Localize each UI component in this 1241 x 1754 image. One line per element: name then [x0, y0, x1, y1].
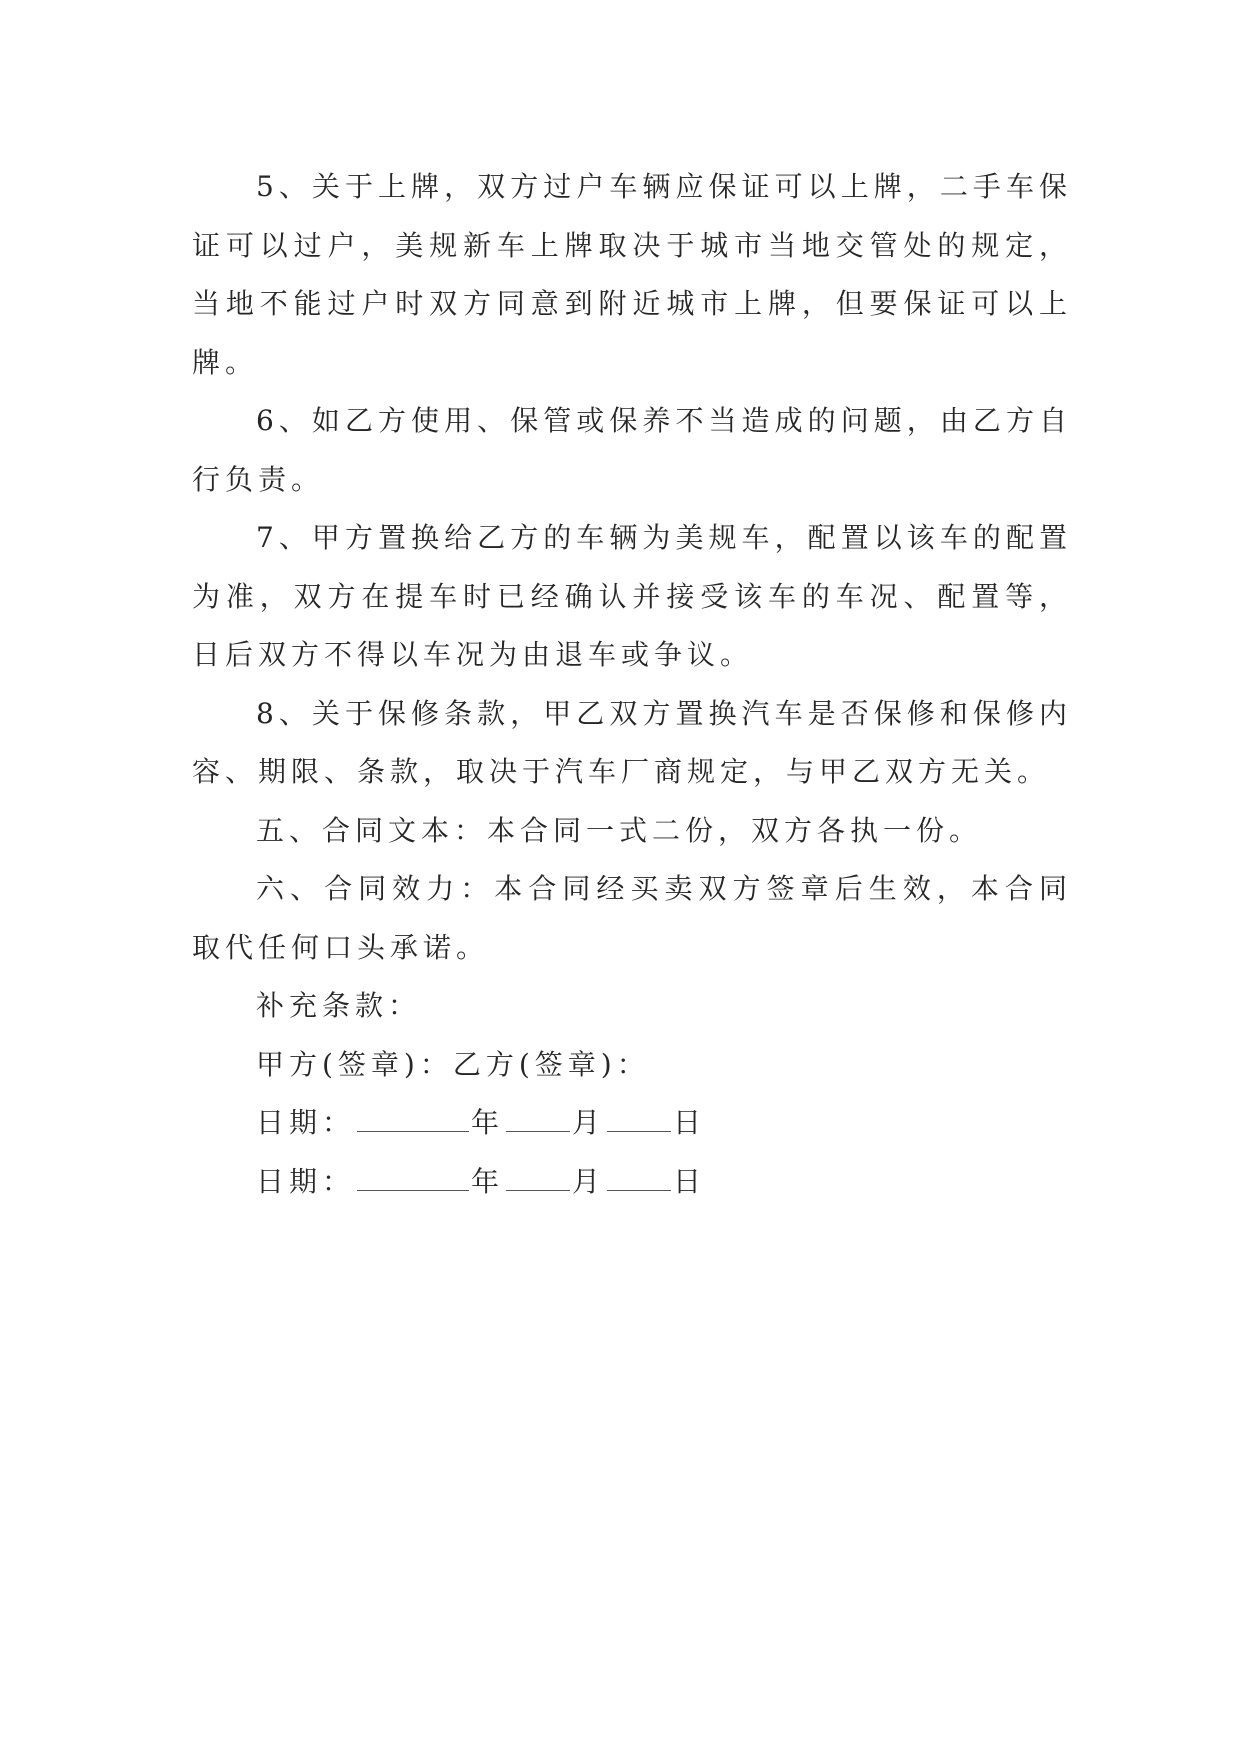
signature-line: 甲方(签章)：乙方(签章)： — [256, 1047, 650, 1081]
supplement-label: 补充条款： — [256, 989, 422, 1022]
year-label: 年 — [471, 1164, 505, 1198]
year-blank — [357, 1097, 469, 1132]
date-label: 日期： — [256, 1106, 356, 1139]
month-blank — [506, 1097, 570, 1132]
day-label: 日 — [673, 1106, 707, 1139]
day-blank — [607, 1097, 671, 1132]
clause-8: 8、关于保修条款，甲乙双方置换汽车是否保修和保修内容、期限、条款，取决于汽车厂商规定，与甲乙双方无关。 — [192, 696, 1072, 788]
contract-validity-clause: 六、合同效力：本合同经买卖双方签章后生效，本合同取代任何口头承诺。 — [192, 872, 1072, 964]
day-blank — [607, 1156, 671, 1191]
clause-7: 7、甲方置换给乙方的车辆为美规车，配置以该车的配置为准，双方在提车时已经确认并接受该车的车况、配置等，日后双方不得以车况为由退车或争议。 — [192, 521, 1072, 671]
month-label: 月 — [572, 1164, 606, 1198]
month-blank — [506, 1156, 570, 1191]
day-label: 日 — [673, 1164, 707, 1198]
contract-copies-clause: 五、合同文本：本合同一式二份，双方各执一份。 — [256, 813, 983, 847]
year-label: 年 — [471, 1106, 505, 1139]
year-blank — [357, 1156, 469, 1191]
month-label: 月 — [572, 1106, 606, 1139]
clause-5: 5、关于上牌，双方过户车辆应保证可以上牌，二手车保证可以过户，美规新车上牌取决于城市当地交管处的规定，当地不能过户时双方同意到附近城市上牌，但要保证可以上牌。 — [192, 170, 1072, 379]
date-line-2 — [192, 1153, 1072, 1212]
clause-6: 6、如乙方使用、保管或保养不当造成的问题，由乙方自行负责。 — [192, 404, 1072, 496]
contract-body — [192, 158, 1072, 1211]
date-line-1 — [192, 1094, 1072, 1153]
date-label: 日期： — [256, 1164, 356, 1198]
